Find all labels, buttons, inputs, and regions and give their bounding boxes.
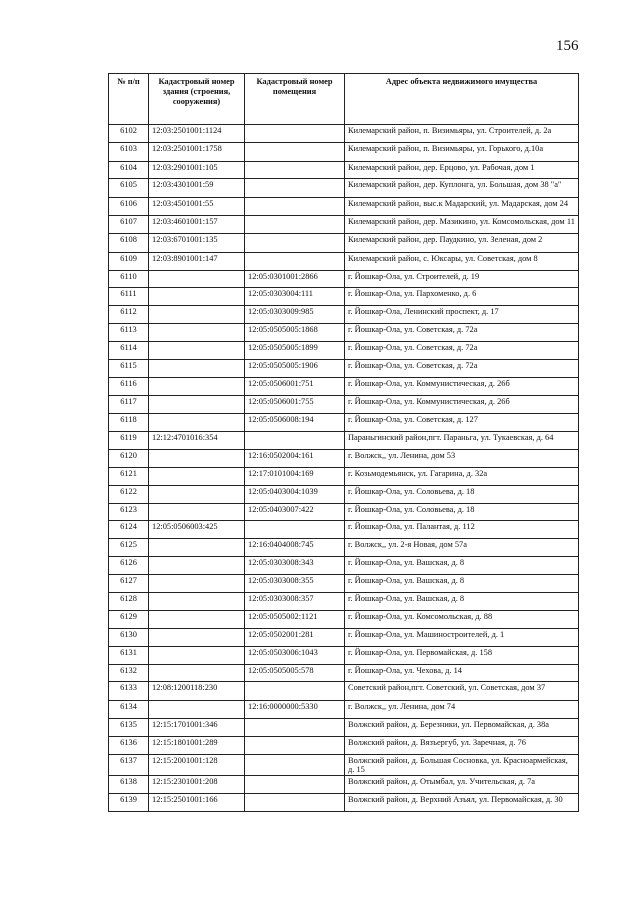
cell-address: Параньгинский район,пгт. Параньга, ул. Тукаевская, д. 64: [345, 431, 579, 449]
cell-building-cadastral-number: [149, 377, 245, 395]
cell-address: Волжский район, д. Березники, ул. Первомайская, д. 38а: [345, 718, 579, 736]
cell-building-cadastral-number: 12:15:1701001:346: [149, 718, 245, 736]
cell-building-cadastral-number: [149, 664, 245, 682]
table-row: [109, 700, 579, 718]
cell-room-cadastral-number: 12:16:0000000:5330: [245, 700, 345, 718]
table-row: [109, 324, 579, 342]
cell-room-cadastral-number: [245, 776, 345, 794]
cell-room-cadastral-number: 12:05:0303008:357: [245, 593, 345, 611]
cell-number: 6113: [109, 324, 149, 342]
cell-building-cadastral-number: [149, 360, 245, 378]
table-row: [109, 377, 579, 395]
cell-room-cadastral-number: 12:05:0403004:1039: [245, 485, 345, 503]
table-row: [109, 539, 579, 557]
cell-room-cadastral-number: 12:05:0506001:751: [245, 377, 345, 395]
cell-room-cadastral-number: 12:05:0502001:281: [245, 628, 345, 646]
cell-number: 6120: [109, 449, 149, 467]
cell-room-cadastral-number: [245, 682, 345, 700]
table-row: [109, 736, 579, 754]
cell-number: 6139: [109, 793, 149, 811]
table-row: [109, 125, 579, 143]
table-header: [109, 74, 579, 125]
cell-address: Волжский район, д. Вязъергуб, ул. Заречная, д. 76: [345, 736, 579, 754]
table-row: [109, 197, 579, 215]
cell-number: 6108: [109, 234, 149, 252]
cell-building-cadastral-number: 12:03:4501001:55: [149, 197, 245, 215]
cell-room-cadastral-number: [245, 197, 345, 215]
cell-number: 6130: [109, 628, 149, 646]
cell-address: г. Йошкар-Ола, ул. Первомайская, д. 158: [345, 646, 579, 664]
table-row: [109, 718, 579, 736]
cell-address: г. Йошкар-Ола, ул. Вашская, д. 8: [345, 557, 579, 575]
cell-address: Килемарский район, с. Юксары, ул. Советская, дом 8: [345, 252, 579, 270]
cell-building-cadastral-number: [149, 485, 245, 503]
cell-address: г. Волжск,, ул. 2-я Новая, дом 57а: [345, 539, 579, 557]
column-header-number: № п/п: [109, 74, 149, 125]
cell-building-cadastral-number: 12:15:2501001:166: [149, 793, 245, 811]
cell-building-cadastral-number: [149, 539, 245, 557]
cell-room-cadastral-number: 12:05:0301001:2866: [245, 270, 345, 288]
cell-building-cadastral-number: [149, 342, 245, 360]
cell-number: 6131: [109, 646, 149, 664]
table-body: [109, 125, 579, 812]
cell-building-cadastral-number: [149, 628, 245, 646]
cell-address: Килемарский район, дер. Ерцово, ул. Рабочая, дом 1: [345, 161, 579, 179]
cell-building-cadastral-number: 12:03:2501001:1758: [149, 143, 245, 161]
cell-number: 6102: [109, 125, 149, 143]
table-row: [109, 431, 579, 449]
table-row: [109, 467, 579, 485]
cell-address: Килемарский район, п. Визимьяры, ул. Горького, д.10а: [345, 143, 579, 161]
cell-address: г. Йошкар-Ола, ул. Машиностроителей, д. 1: [345, 628, 579, 646]
column-header-address: Адрес объекта недвижимого имущества: [345, 74, 579, 125]
cell-building-cadastral-number: [149, 449, 245, 467]
cell-address: г. Йошкар-Ола, ул. Соловьева, д. 18: [345, 503, 579, 521]
cell-room-cadastral-number: 12:05:0505005:1868: [245, 324, 345, 342]
cell-number: 6121: [109, 467, 149, 485]
cell-building-cadastral-number: [149, 467, 245, 485]
cell-number: 6127: [109, 575, 149, 593]
cell-room-cadastral-number: [245, 234, 345, 252]
cell-room-cadastral-number: [245, 431, 345, 449]
cell-address: Килемарский район, дер. Куплонга, ул. Большая, дом 38 "а": [345, 179, 579, 197]
cell-number: 6126: [109, 557, 149, 575]
cell-number: 6118: [109, 413, 149, 431]
cell-number: 6106: [109, 197, 149, 215]
table-row: [109, 610, 579, 628]
cell-room-cadastral-number: 12:05:0303008:355: [245, 575, 345, 593]
table-row: [109, 216, 579, 234]
cell-room-cadastral-number: 12:05:0505005:1906: [245, 360, 345, 378]
cell-address: г. Йошкар-Ола, ул. Вашская, д. 8: [345, 593, 579, 611]
cell-number: 6136: [109, 736, 149, 754]
cell-number: 6133: [109, 682, 149, 700]
cell-address: Волжский район, д. Отымбал, ул. Учительская, д. 7а: [345, 776, 579, 794]
cell-building-cadastral-number: 12:12:4701016:354: [149, 431, 245, 449]
cell-building-cadastral-number: [149, 324, 245, 342]
cell-number: 6124: [109, 521, 149, 539]
table-row: [109, 593, 579, 611]
cell-room-cadastral-number: 12:05:0506008:194: [245, 413, 345, 431]
cell-room-cadastral-number: [245, 161, 345, 179]
cell-building-cadastral-number: 12:03:2901001:105: [149, 161, 245, 179]
table-row: [109, 575, 579, 593]
cell-building-cadastral-number: 12:03:8901001:147: [149, 252, 245, 270]
table-row: [109, 485, 579, 503]
cell-building-cadastral-number: 12:15:2301001:208: [149, 776, 245, 794]
cell-room-cadastral-number: [245, 754, 345, 775]
cell-building-cadastral-number: [149, 557, 245, 575]
cell-number: 6123: [109, 503, 149, 521]
cell-building-cadastral-number: [149, 575, 245, 593]
cell-room-cadastral-number: [245, 143, 345, 161]
table-row: [109, 342, 579, 360]
cell-building-cadastral-number: 12:03:6701001:135: [149, 234, 245, 252]
cell-number: 6105: [109, 179, 149, 197]
table-row: [109, 628, 579, 646]
table-row: [109, 776, 579, 794]
cell-room-cadastral-number: [245, 793, 345, 811]
cell-number: 6128: [109, 593, 149, 611]
cell-number: 6122: [109, 485, 149, 503]
page-number: 156: [556, 38, 579, 54]
table-row: [109, 234, 579, 252]
cell-room-cadastral-number: [245, 736, 345, 754]
cell-room-cadastral-number: 12:05:0303004:111: [245, 288, 345, 306]
cell-number: 6138: [109, 776, 149, 794]
cell-building-cadastral-number: 12:03:4601001:157: [149, 216, 245, 234]
cell-room-cadastral-number: [245, 718, 345, 736]
cell-room-cadastral-number: 12:05:0503006:1043: [245, 646, 345, 664]
cell-room-cadastral-number: 12:05:0303008:343: [245, 557, 345, 575]
cell-address: г. Йошкар-Ола, Ленинский проспект, д. 17: [345, 306, 579, 324]
cell-building-cadastral-number: [149, 646, 245, 664]
cell-address: г. Козьмодемьянск, ул. Гагарина, д. 32а: [345, 467, 579, 485]
cell-address: г. Йошкар-Ола, ул. Коммунистическая, д. 26б: [345, 395, 579, 413]
cadastral-register-table: [108, 73, 579, 812]
cell-number: 6104: [109, 161, 149, 179]
table-row: [109, 306, 579, 324]
cell-building-cadastral-number: [149, 593, 245, 611]
cell-room-cadastral-number: [245, 125, 345, 143]
cell-address: г. Йошкар-Ола, ул. Советская, д. 72а: [345, 342, 579, 360]
cell-address: г. Йошкар-Ола, ул. Вашская, д. 8: [345, 575, 579, 593]
cell-number: 6135: [109, 718, 149, 736]
cell-number: 6110: [109, 270, 149, 288]
cell-address: г. Йошкар-Ола, ул. Чехова, д. 14: [345, 664, 579, 682]
cell-building-cadastral-number: 12:03:4301001:59: [149, 179, 245, 197]
cell-room-cadastral-number: [245, 179, 345, 197]
cell-number: 6119: [109, 431, 149, 449]
cell-address: Килемарский район, дер. Мазикино, ул. Комсомольская, дом 11: [345, 216, 579, 234]
cell-address: г. Йошкар-Ола, ул. Соловьева, д. 18: [345, 485, 579, 503]
cell-room-cadastral-number: 12:05:0506001:755: [245, 395, 345, 413]
cell-address: г. Йошкар-Ола, ул. Советская, д. 127: [345, 413, 579, 431]
cell-room-cadastral-number: [245, 252, 345, 270]
cell-room-cadastral-number: 12:17:0101004:169: [245, 467, 345, 485]
table-row: [109, 521, 579, 539]
cell-number: 6117: [109, 395, 149, 413]
table-row: [109, 503, 579, 521]
cell-address: Советский район,пгт. Советский, ул. Советская, дом 37: [345, 682, 579, 700]
cell-address: г. Йошкар-Ола, ул. Строителей, д. 19: [345, 270, 579, 288]
table-row: [109, 143, 579, 161]
column-header-building-cadastral-number: Кадастровый номер здания (строения, сооружения): [149, 74, 245, 125]
cell-number: 6111: [109, 288, 149, 306]
cell-room-cadastral-number: 12:05:0505002:1121: [245, 610, 345, 628]
cell-building-cadastral-number: [149, 610, 245, 628]
cell-building-cadastral-number: [149, 503, 245, 521]
cell-room-cadastral-number: 12:05:0505005:578: [245, 664, 345, 682]
cell-room-cadastral-number: [245, 216, 345, 234]
table-row: [109, 664, 579, 682]
table-row: [109, 395, 579, 413]
cell-room-cadastral-number: 12:05:0505005:1899: [245, 342, 345, 360]
table-row: [109, 754, 579, 775]
cell-number: 6132: [109, 664, 149, 682]
cell-number: 6112: [109, 306, 149, 324]
cell-room-cadastral-number: 12:16:0404008:745: [245, 539, 345, 557]
cell-building-cadastral-number: [149, 288, 245, 306]
cell-building-cadastral-number: [149, 395, 245, 413]
cell-address: Килемарский район, п. Визимьяры, ул. Строителей, д. 2а: [345, 125, 579, 143]
table-row: [109, 449, 579, 467]
cell-number: 6129: [109, 610, 149, 628]
cell-address: г. Йошкар-Ола, ул. Пархоменко, д. 6: [345, 288, 579, 306]
table-row: [109, 270, 579, 288]
cell-address: Килемарский район, выс.к Мадарский, ул. Мадарская, дом 24: [345, 197, 579, 215]
table-row: [109, 646, 579, 664]
cell-address: Волжский район, д. Большая Сосновка, ул. Красноармейская, д. 15: [345, 754, 579, 775]
cell-building-cadastral-number: [149, 700, 245, 718]
cell-room-cadastral-number: 12:16:0502004:161: [245, 449, 345, 467]
cell-building-cadastral-number: 12:08:1200118:230: [149, 682, 245, 700]
cell-address: г. Волжск,, ул. Ленина, дом 53: [345, 449, 579, 467]
cell-building-cadastral-number: [149, 306, 245, 324]
cell-address: г. Йошкар-Ола, ул. Советская, д. 72а: [345, 324, 579, 342]
cell-number: 6137: [109, 754, 149, 775]
table-row: [109, 557, 579, 575]
cell-building-cadastral-number: 12:05:0506003:425: [149, 521, 245, 539]
cell-building-cadastral-number: 12:15:1801001:289: [149, 736, 245, 754]
table-row: [109, 413, 579, 431]
cell-number: 6125: [109, 539, 149, 557]
cell-number: 6115: [109, 360, 149, 378]
cell-address: г. Йошкар-Ола, ул. Комсомольская, д. 88: [345, 610, 579, 628]
cell-address: Волжский район, д. Верхний Азъял, ул. Первомайская, д. 30: [345, 793, 579, 811]
cell-number: 6107: [109, 216, 149, 234]
cell-building-cadastral-number: [149, 413, 245, 431]
cell-number: 6103: [109, 143, 149, 161]
cell-address: г. Йошкар-Ола, ул. Коммунистическая, д. 26б: [345, 377, 579, 395]
table-row: [109, 288, 579, 306]
table-row: [109, 682, 579, 700]
table-row: [109, 161, 579, 179]
cell-building-cadastral-number: 12:15:2001001:128: [149, 754, 245, 775]
cell-room-cadastral-number: [245, 521, 345, 539]
cell-room-cadastral-number: 12:05:0303009:985: [245, 306, 345, 324]
cell-building-cadastral-number: [149, 270, 245, 288]
cell-number: 6116: [109, 377, 149, 395]
cell-address: Килемарский район, дер. Паудкино, ул. Зеленая, дом 2: [345, 234, 579, 252]
cell-number: 6109: [109, 252, 149, 270]
table-row: [109, 179, 579, 197]
cell-address: г. Йошкар-Ола, ул. Палантая, д. 112: [345, 521, 579, 539]
cell-building-cadastral-number: 12:03:2501001:1124: [149, 125, 245, 143]
table-row: [109, 360, 579, 378]
column-header-room-cadastral-number: Кадастровый номер помещения: [245, 74, 345, 125]
cell-address: г. Йошкар-Ола, ул. Советская, д. 72а: [345, 360, 579, 378]
table-row: [109, 252, 579, 270]
cell-number: 6134: [109, 700, 149, 718]
cell-room-cadastral-number: 12:05:0403007:422: [245, 503, 345, 521]
cell-number: 6114: [109, 342, 149, 360]
table-row: [109, 793, 579, 811]
cell-address: г. Волжск,, ул. Ленина, дом 74: [345, 700, 579, 718]
